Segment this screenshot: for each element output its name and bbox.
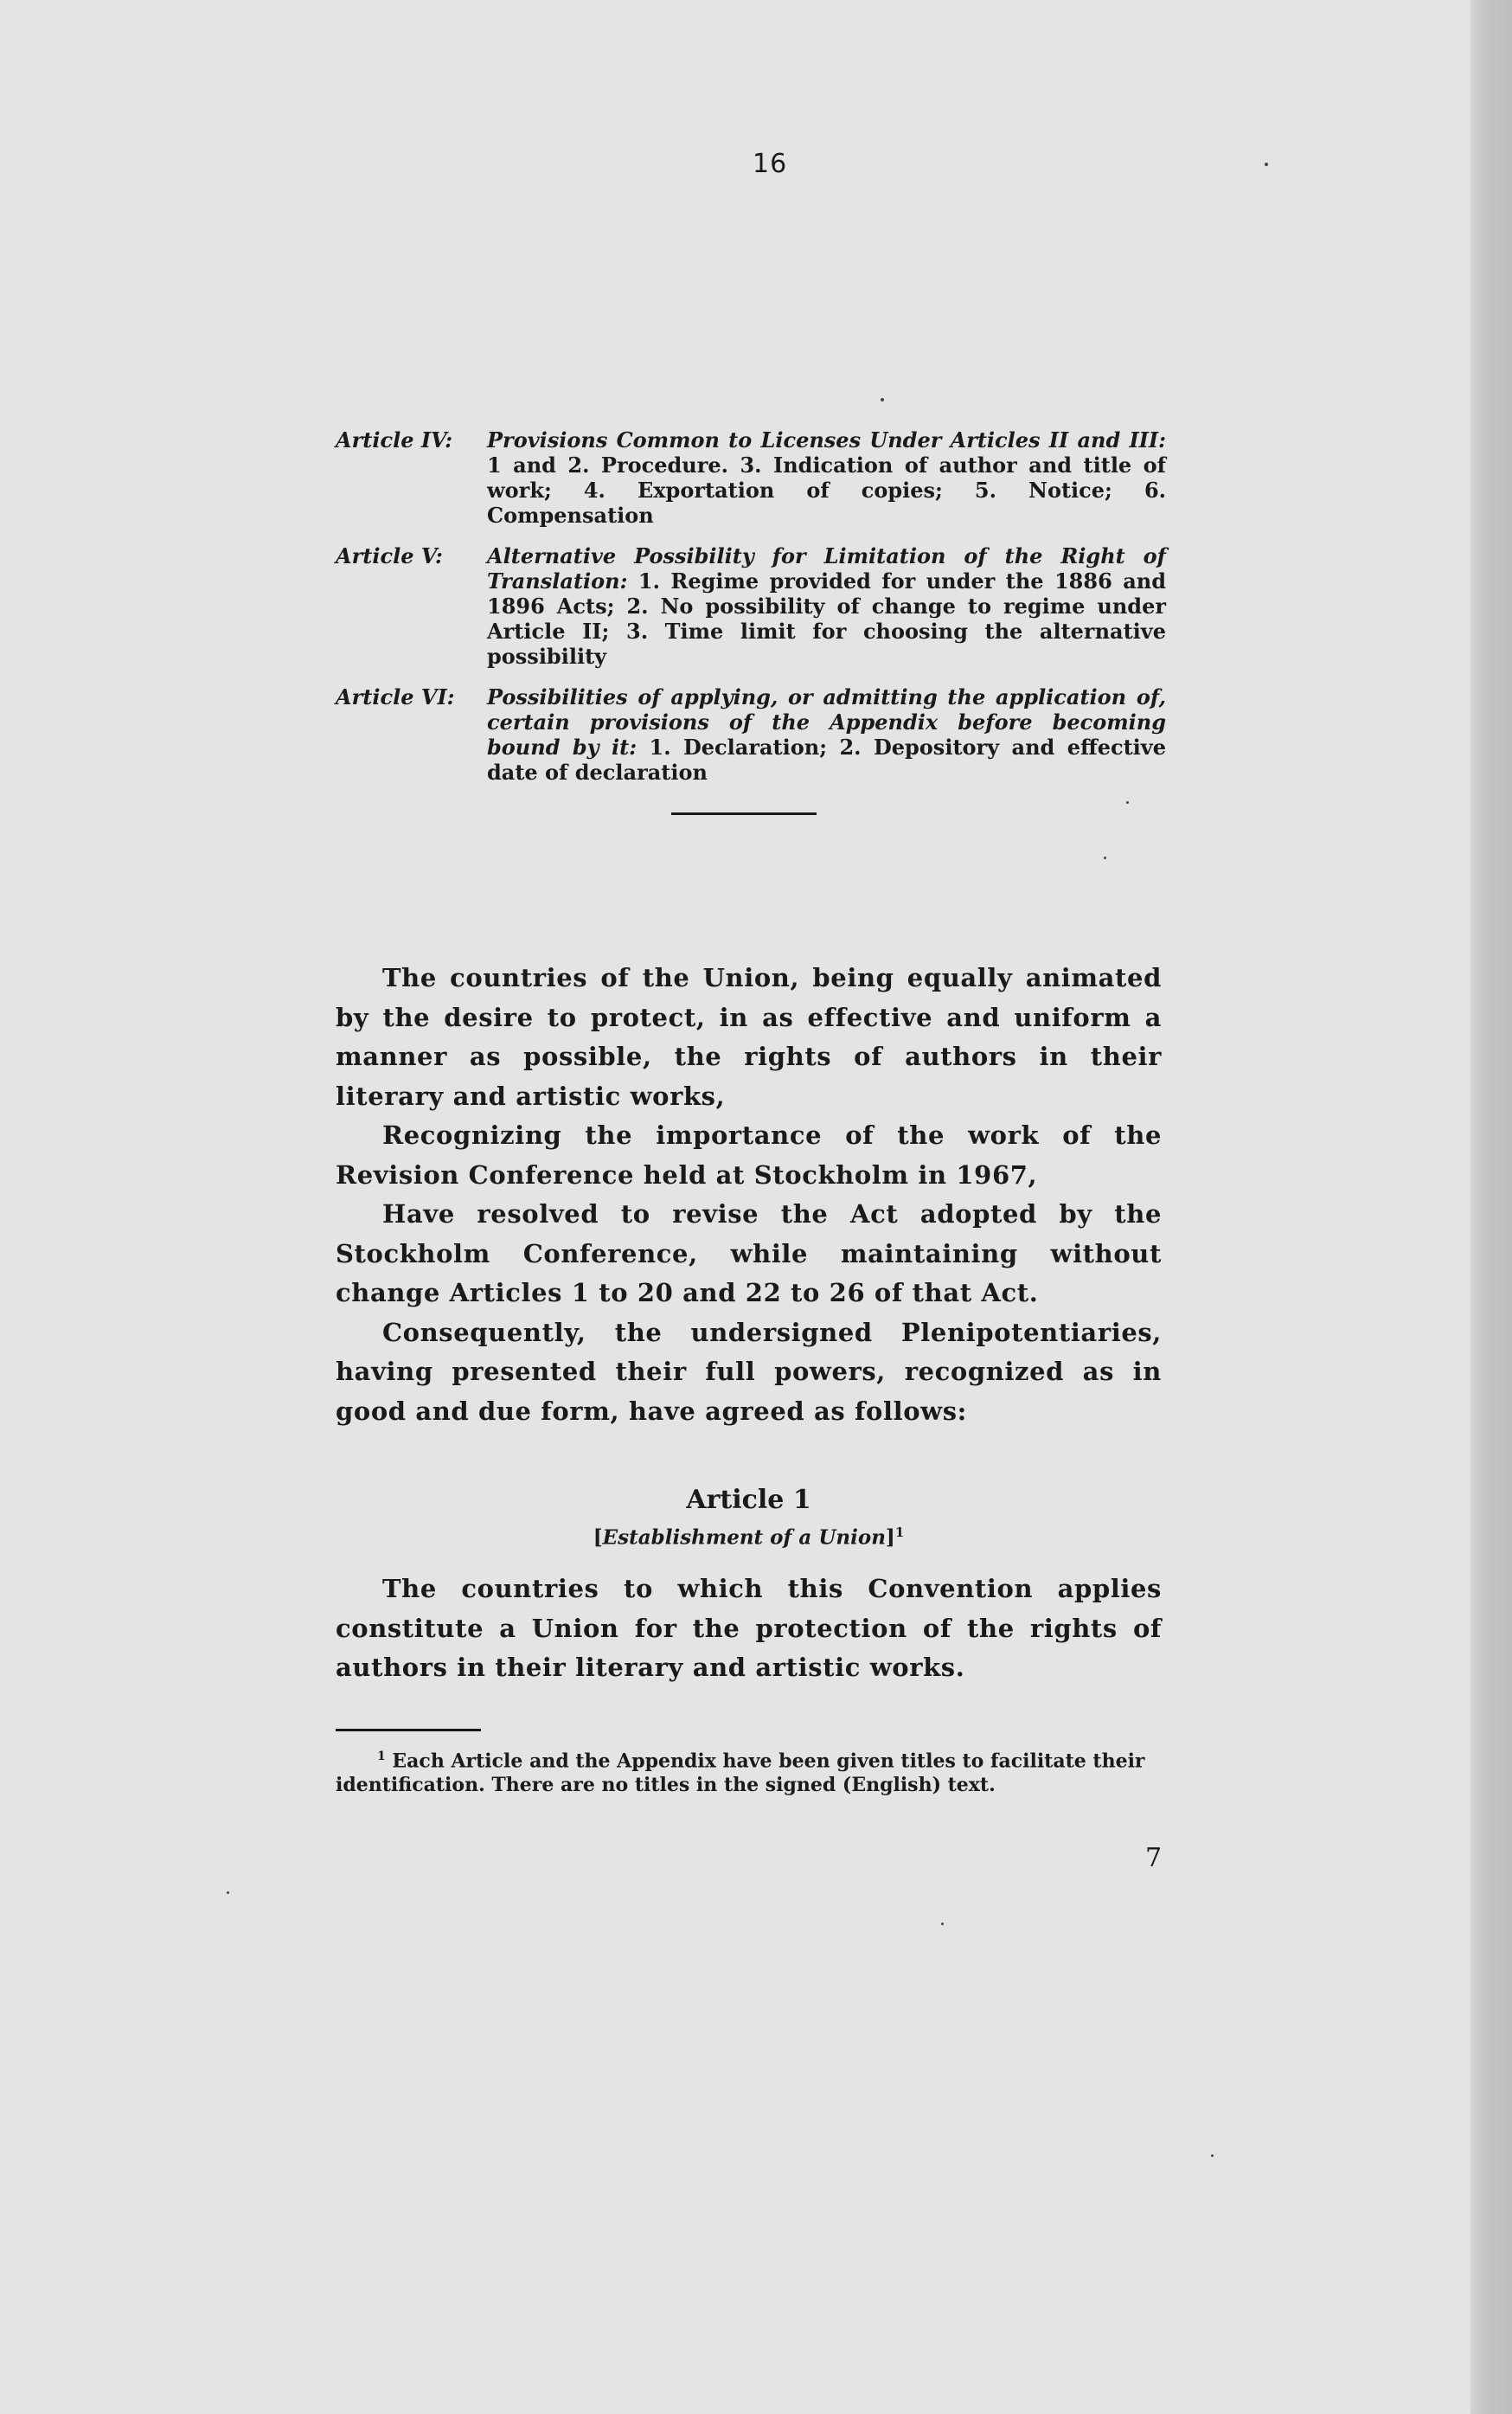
toc-entry-label: Article VI: <box>336 684 455 709</box>
footnote <box>336 1744 1162 1797</box>
footnote-reference: 1 <box>894 1525 905 1540</box>
preamble <box>336 959 1162 1431</box>
scan-speck <box>1104 857 1106 859</box>
subheading-text: Establishment of a Union <box>602 1525 886 1550</box>
bottom-page-number: 7 <box>1145 1843 1163 1873</box>
scan-speck <box>881 398 884 401</box>
toc-entry-body <box>487 684 1166 785</box>
article-heading: Article 1 <box>686 1485 811 1515</box>
toc-entry-title: Provisions Common to Licenses Under Articles II and III: <box>487 427 1166 453</box>
preamble-paragraph: Have resolved to revise the Act adopted by the Stockholm Conference, while maintaining without change Articles 1 to 20 and 22 to 26 of that Act. <box>336 1199 1162 1307</box>
preamble-paragraph: Recognizing the importance of the work of the Revision Conference held at Stockholm in 1967, <box>336 1120 1162 1190</box>
section-divider <box>671 812 817 815</box>
toc-entry-title: Alternative Possibility for Limitation of the Right of Translation: <box>487 543 1166 594</box>
article-subheading <box>336 1525 1162 1550</box>
footnote-text <box>336 1744 1162 1797</box>
toc-entry-article-vi <box>336 684 1166 785</box>
toc-entry-text: 1. Regime provided for under the 1886 and 1896 Acts; 2. No possibility of change to regime under Article II; 3. Time limit for choosing the alternative possibility <box>487 568 1166 669</box>
subheading-bracket-open: [ <box>593 1525 603 1550</box>
preamble-paragraph: Consequently, the undersigned Plenipotentiaries, having presented their full powers, recognized as in good and due form, have agreed as follows: <box>336 1317 1162 1426</box>
subheading-bracket-close: ] <box>885 1525 895 1550</box>
toc-entry-label: Article IV: <box>336 427 453 453</box>
preamble-paragraph: The countries of the Union, being equally animated by the desire to protect, in as effective and uniform a manner as possible, the rights of authors in their literary and artistic works, <box>336 963 1162 1111</box>
toc-entry-text: 1 and 2. Procedure. 3. Indication of author and title of work; 4. Exportation of copies; 5. Notice; 6. Compensation <box>487 453 1166 528</box>
toc-entry-body <box>487 543 1166 669</box>
scan-speck <box>1126 801 1129 804</box>
appendix-contents-list <box>336 427 1166 800</box>
toc-entry-article-v <box>336 543 1166 669</box>
scan-speck <box>1265 163 1268 166</box>
toc-entry-article-iv <box>336 427 1166 528</box>
scan-speck <box>941 1923 944 1925</box>
toc-entry-text: 1. Declaration; 2. Depository and effective date of declaration <box>487 735 1166 785</box>
footnote-divider <box>336 1729 481 1731</box>
scan-speck <box>227 1891 229 1894</box>
footnote-content: Each Article and the Appendix have been given titles to facilitate their identification. There are no titles in the signed (English) text. <box>336 1750 1145 1797</box>
footnote-mark: 1 <box>377 1750 386 1763</box>
toc-entry-title: Possibilities of applying, or admitting the application of, certain provisions of the Appendix before becoming bound by it: <box>487 684 1166 760</box>
article-body <box>336 1570 1162 1688</box>
toc-entry-body <box>487 427 1166 528</box>
article-paragraph: The countries to which this Convention applies constitute a Union for the protection of the rights of authors in their literary and artistic works. <box>336 1574 1162 1682</box>
page-edge-shadow <box>1470 0 1512 2414</box>
top-page-number: 16 <box>753 149 788 179</box>
toc-entry-label: Article V: <box>336 543 443 568</box>
scan-speck <box>1211 2154 1214 2157</box>
